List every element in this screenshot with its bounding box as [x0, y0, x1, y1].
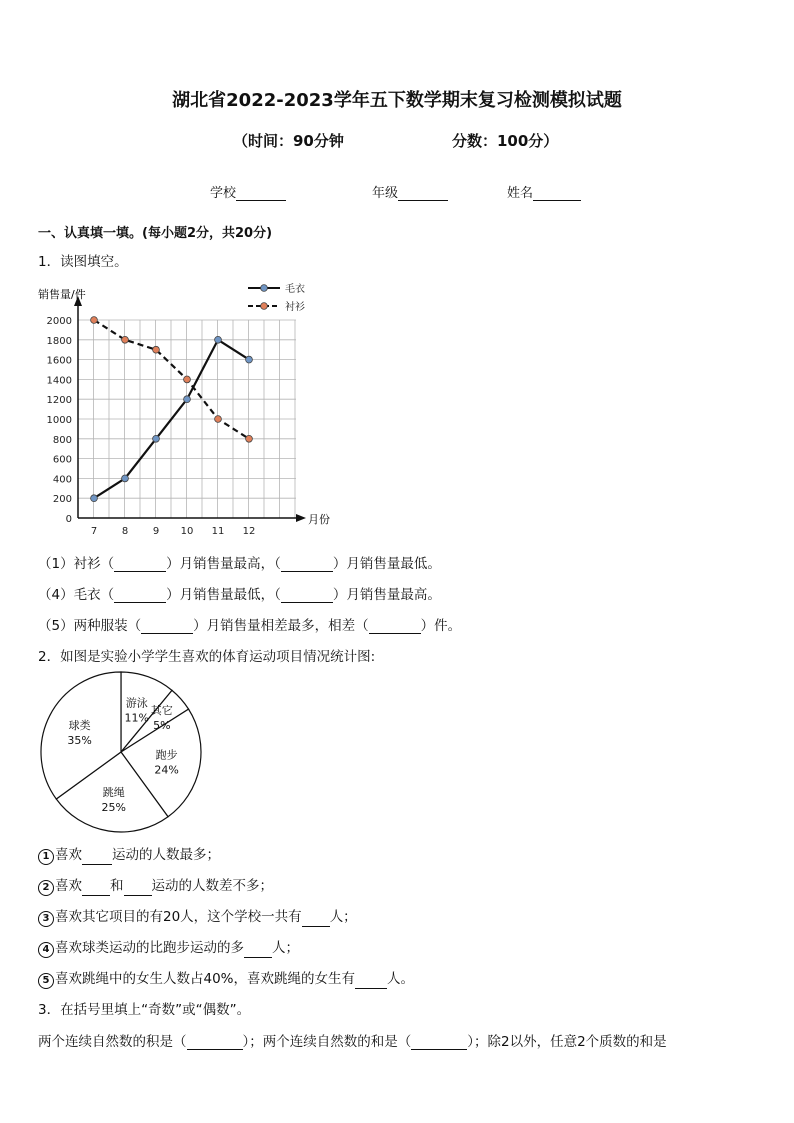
data-point: [215, 416, 222, 423]
pie-slice-percent: 35%: [67, 733, 92, 747]
data-point: [91, 317, 98, 324]
data-point: [246, 356, 253, 363]
x-tick-label: 9: [152, 526, 160, 537]
answer-blank[interactable]: [281, 588, 333, 603]
name-field[interactable]: [507, 182, 581, 201]
name-label: 姓名: [507, 186, 534, 201]
q2-prompt: 2．如图是实验小学学生喜欢的体育运动项目情况统计图:: [38, 649, 376, 665]
answer-blank[interactable]: [114, 557, 166, 572]
pie-slice-label: 跑步: [155, 748, 178, 762]
q1-line-5: （5）两种服装（ ）月销售量相差最多，相差（ ）件。: [38, 618, 462, 634]
page-title: 湖北省2022-2023学年五下数学期末复习检测模拟试题: [172, 90, 622, 111]
pie-slice-label: 球类: [68, 718, 91, 732]
pie-slice-percent: 11%: [124, 711, 149, 725]
q2-item-1: 1 喜欢 运动的人数最多；: [38, 843, 220, 865]
pie-slice-label: 跳绳: [102, 785, 125, 799]
q1-line-1: （1）衬衫（ ）月销售量最高，（ ）月销售量最低。: [38, 556, 441, 572]
grade-field[interactable]: [372, 182, 448, 201]
legend-marker: [261, 303, 268, 310]
q3-line: 两个连续自然数的积是（ ）；两个连续自然数的和是（ ）；除2以外，任意2个质数的和是: [38, 1034, 667, 1050]
pie-slice-percent: 25%: [101, 800, 126, 814]
y-tick-label: 200: [52, 494, 72, 506]
y-axis-label: 销售量/件: [38, 288, 86, 301]
answer-blank[interactable]: [244, 943, 272, 958]
legend-label: 毛衣: [285, 284, 305, 295]
pie-chart: [38, 668, 208, 836]
answer-blank[interactable]: [82, 850, 112, 865]
pie-slice-label: 游泳: [125, 696, 148, 710]
y-tick-label: 1600: [46, 355, 72, 367]
legend-marker: [261, 285, 268, 292]
answer-blank[interactable]: [141, 619, 193, 634]
answer-blank[interactable]: [355, 974, 387, 989]
data-point: [246, 435, 253, 442]
section-heading: 一、认真填一填。(每小题2分，共20分): [38, 226, 273, 241]
y-tick-label: 0: [65, 514, 72, 525]
y-tick-label: 600: [52, 454, 72, 466]
y-tick-label: 1800: [46, 335, 72, 347]
y-tick-label: 2000: [46, 316, 72, 327]
q1-line-4: （4）毛衣（ ）月销售量最低，（ ）月销售量最高。: [38, 587, 441, 603]
data-point: [184, 396, 191, 403]
x-axis-label: 月份: [308, 513, 330, 526]
q2-item-2: 2 喜欢 和 运动的人数差不多；: [38, 874, 273, 896]
data-point: [184, 376, 191, 383]
q2-item-4: 4 喜欢球类运动的比跑步运动的多 人；: [38, 936, 299, 958]
answer-blank[interactable]: [124, 881, 152, 896]
legend-label: 衬衫: [285, 302, 305, 313]
y-tick-label: 1400: [46, 375, 72, 387]
y-tick-label: 400: [52, 474, 72, 486]
q1-prompt: 1．读图填空。: [38, 254, 128, 270]
line-chart: [30, 278, 350, 540]
x-tick-label: 10: [180, 526, 194, 537]
data-point: [153, 346, 160, 353]
school-label: 学校: [210, 186, 237, 201]
y-tick-label: 1000: [46, 415, 72, 426]
data-point: [153, 435, 160, 442]
y-tick-label: 1200: [46, 395, 72, 407]
answer-blank[interactable]: [411, 1035, 467, 1050]
q2-item-5: 5 喜欢跳绳中的女生人数占40%，喜欢跳绳的女生有 人。: [38, 967, 414, 989]
exam-score: 分数：100分）: [452, 132, 559, 150]
y-tick-label: 800: [52, 434, 72, 446]
answer-blank[interactable]: [114, 588, 166, 603]
answer-blank[interactable]: [82, 881, 110, 896]
answer-blank[interactable]: [187, 1035, 243, 1050]
x-axis-arrow: [296, 514, 306, 522]
data-point: [215, 336, 222, 343]
x-tick-label: 12: [242, 526, 256, 537]
x-tick-label: 11: [211, 526, 225, 537]
data-point: [122, 475, 129, 482]
x-tick-label: 8: [121, 526, 129, 537]
x-tick-label: 7: [90, 526, 98, 537]
pie-slice-label: 其它: [150, 704, 173, 718]
exam-time: （时间：90分钟: [233, 132, 344, 150]
q2-item-3: 3 喜欢其它项目的有20人，这个学校一共有 人；: [38, 905, 357, 927]
grade-label: 年级: [372, 186, 399, 201]
q3-prompt: 3．在括号里填上“奇数”或“偶数”。: [38, 1002, 251, 1018]
pie-slice-percent: 5%: [153, 719, 171, 733]
school-field[interactable]: [210, 182, 286, 201]
answer-blank[interactable]: [369, 619, 421, 634]
data-point: [122, 336, 129, 343]
answer-blank[interactable]: [302, 912, 330, 927]
answer-blank[interactable]: [281, 557, 333, 572]
pie-slice-percent: 24%: [154, 763, 179, 777]
data-point: [91, 495, 98, 502]
